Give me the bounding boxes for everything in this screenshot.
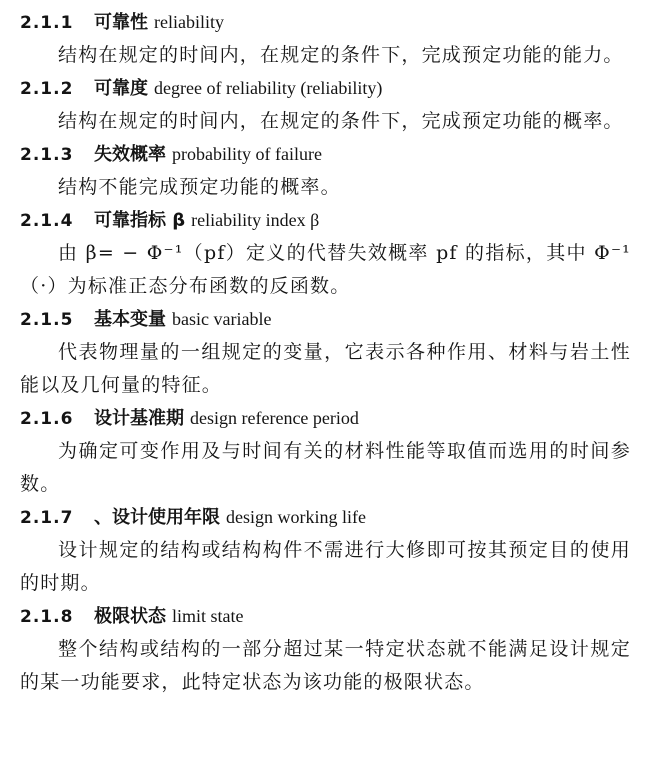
- term-definition: 结构在规定的时间内，在规定的条件下，完成预定功能的概率。: [58, 110, 624, 132]
- term-name-cn: 可靠指标 β: [94, 210, 186, 231]
- term-number: 2.1.5: [20, 310, 74, 330]
- term-heading: [20, 138, 633, 171]
- term-number: 2.1.4: [20, 211, 74, 231]
- term-name-en: design working life: [226, 507, 366, 527]
- term-2-1-7: [20, 501, 633, 600]
- term-heading: [20, 501, 633, 534]
- term-2-1-8: [20, 600, 633, 699]
- term-name-en: reliability index β: [191, 210, 320, 230]
- term-name-cn: 可靠度: [94, 78, 148, 99]
- term-name-en: probability of failure: [172, 144, 322, 164]
- term-heading: [20, 600, 633, 633]
- term-name-en: basic variable: [172, 309, 272, 329]
- term-definition: 为确定可变作用及与时间有关的材料性能等取值而选用的时间参数。: [20, 440, 631, 495]
- term-number: 2.1.8: [20, 607, 74, 627]
- term-2-1-4: [20, 204, 633, 303]
- term-definition: 设计规定的结构或结构构件不需进行大修即可按其预定目的使用的时期。: [20, 539, 631, 594]
- term-2-1-5: [20, 303, 633, 402]
- term-heading: [20, 72, 633, 105]
- term-heading: [20, 6, 633, 39]
- term-2-1-3: [20, 138, 633, 204]
- term-number: 2.1.1: [20, 13, 74, 33]
- term-name-cn: 失效概率: [94, 144, 166, 165]
- term-definition: 整个结构或结构的一部分超过某一特定状态就不能满足设计规定的某一功能要求，此特定状态为该功能的极限状态。: [20, 638, 631, 693]
- term-name-en: design reference period: [190, 408, 359, 428]
- term-heading: [20, 303, 633, 336]
- term-heading: [20, 402, 633, 435]
- term-name-cn: 设计基准期: [94, 408, 184, 429]
- term-2-1-1: [20, 6, 633, 72]
- term-definition: 代表物理量的一组规定的变量，它表示各种作用、材料与岩土性能以及几何量的特征。: [20, 341, 631, 396]
- term-number: 2.1.6: [20, 409, 74, 429]
- term-2-1-2: [20, 72, 633, 138]
- term-number: 2.1.2: [20, 79, 74, 99]
- term-definition: 结构不能完成预定功能的概率。: [58, 176, 341, 198]
- term-name-cn: 极限状态: [94, 606, 166, 627]
- term-name-en: degree of reliability (reliability): [154, 78, 383, 98]
- term-name-cn: 、设计使用年限: [94, 507, 220, 528]
- term-2-1-6: [20, 402, 633, 501]
- term-name-cn: 可靠性: [94, 12, 148, 33]
- term-heading: [20, 204, 633, 237]
- term-name-en: reliability: [154, 12, 224, 32]
- term-name-cn: 基本变量: [94, 309, 166, 330]
- term-number: 2.1.7: [20, 508, 74, 528]
- term-name-en: limit state: [172, 606, 244, 626]
- term-definition: 由 β= − Φ⁻¹（pf）定义的代替失效概率 pf 的指标，其中 Φ⁻¹（·）为标准正态分布函数的反函数。: [20, 242, 631, 297]
- term-number: 2.1.3: [20, 145, 74, 165]
- term-definition: 结构在规定的时间内，在规定的条件下，完成预定功能的能力。: [58, 44, 624, 66]
